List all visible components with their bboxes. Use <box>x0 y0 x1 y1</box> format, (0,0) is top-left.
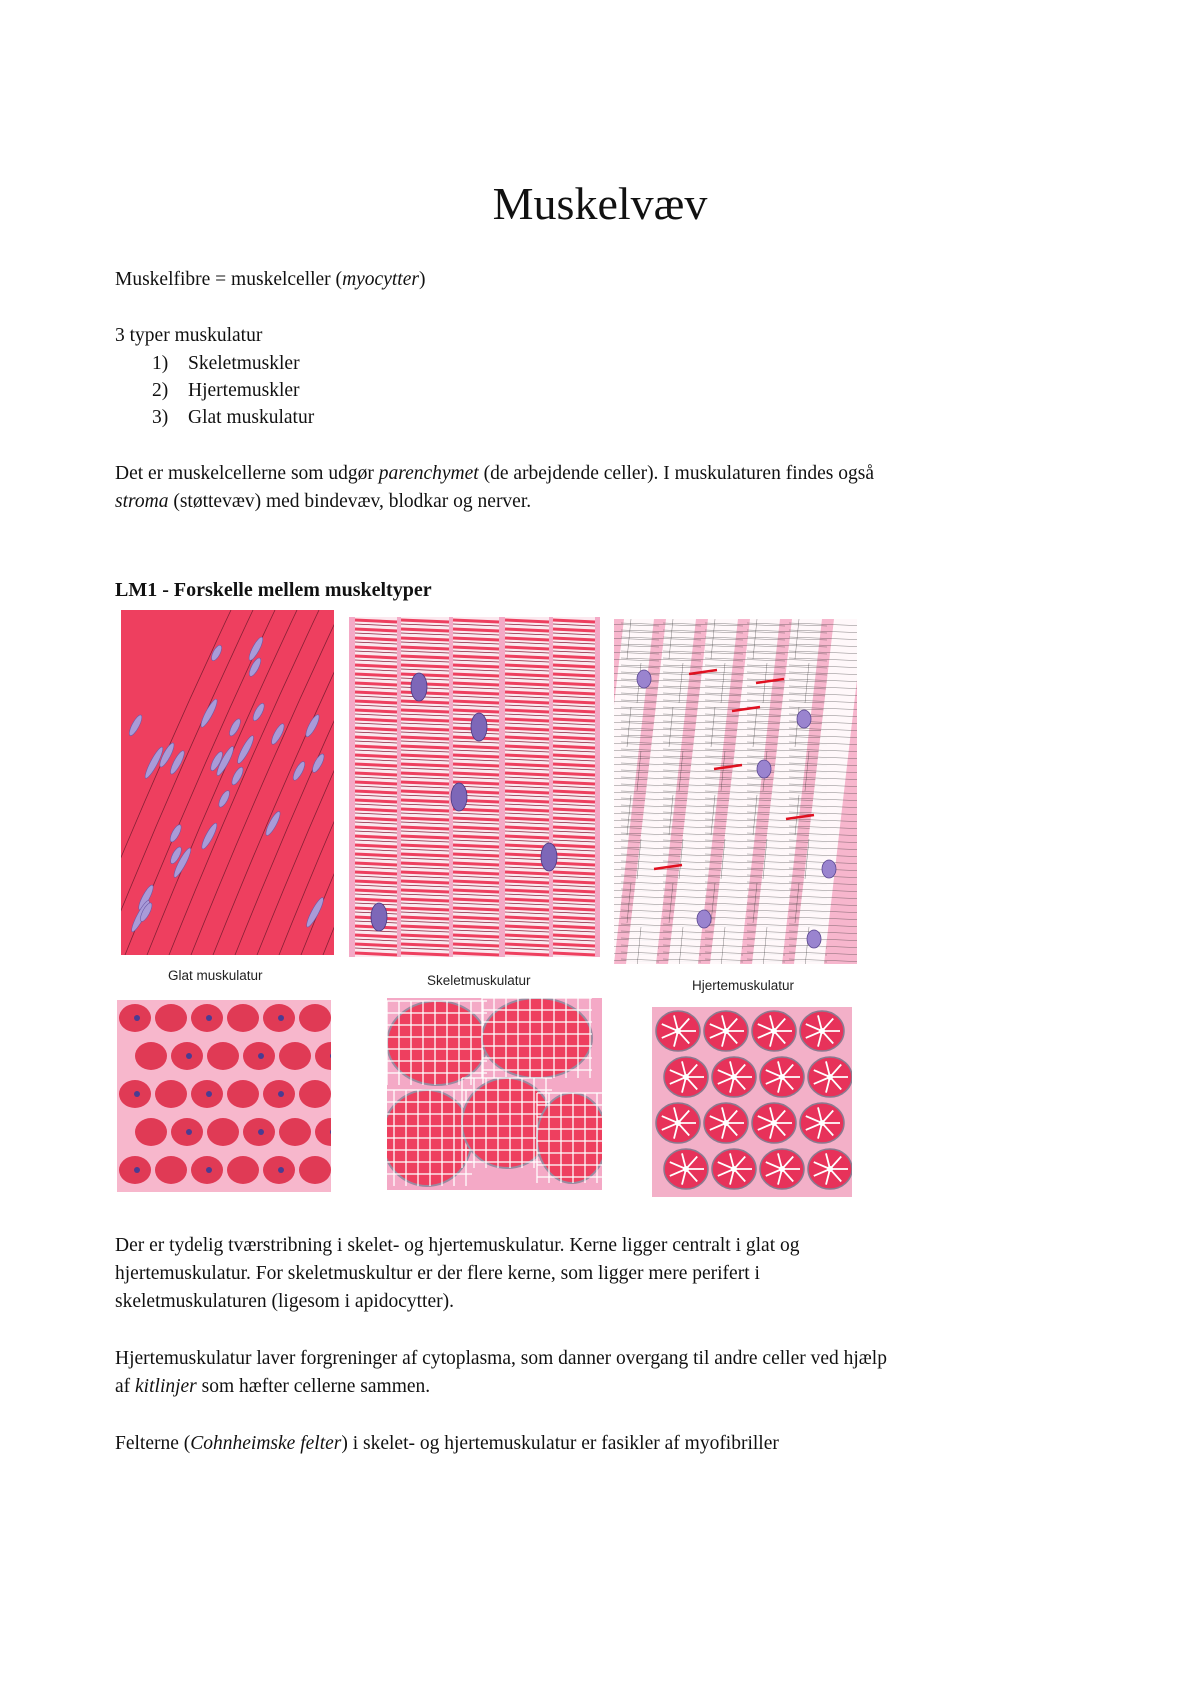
para3-line: Felterne (Cohnheimske felter) i skelet- og hjertemuskulatur er fasikler af myofibriller <box>115 1433 779 1454</box>
caption-smooth: Glat muskulatur <box>168 968 263 983</box>
list-item: 3) Glat muskulatur <box>152 407 315 428</box>
para2-line-1: Hjertemuskulatur laver forgreninger af cytoplasma, som danner overgang til andre celler ved hjælp <box>115 1348 887 1369</box>
para1-line-3: skeletmuskulaturen (ligesom i apidocytter). <box>115 1291 454 1312</box>
smooth-muscle-cross-section-image <box>117 1000 331 1192</box>
term-parenchymet: parenchymet <box>378 463 479 484</box>
section-heading: LM1 - Forskelle mellem muskeltyper <box>115 579 432 601</box>
caption-skeletal: Skeletmuskulatur <box>427 973 531 988</box>
cardiac-muscle-longitudinal-image <box>614 619 857 964</box>
term-myocytter: myocytter <box>342 269 419 290</box>
skeletal-muscle-longitudinal-image <box>349 617 600 957</box>
para1-line-2: hjertemuskulatur. For skeletmuskultur er der flere kerne, som ligger mere perifert i <box>115 1263 760 1284</box>
cardiac-muscle-cross-section-image <box>652 1007 852 1197</box>
types-heading: 3 typer muskulatur <box>115 325 263 346</box>
para2-line-2: af kitlinjer som hæfter cellerne sammen. <box>115 1376 431 1397</box>
caption-cardiac: Hjertemuskulatur <box>692 978 795 993</box>
list-item: 1) Skeletmuskler <box>152 353 300 374</box>
smooth-muscle-longitudinal-image <box>121 610 334 955</box>
intro-line: Muskelfibre = muskelceller (myocytter) <box>115 269 426 290</box>
para1-line-1: Der er tydelig tværstribning i skelet- og hjertemuskulatur. Kerne ligger centralt i glat og <box>115 1235 800 1256</box>
list-item: 2) Hjertemuskler <box>152 380 300 401</box>
term-kitlinjer: kitlinjer <box>135 1376 197 1397</box>
page-title: Muskelvæv <box>492 178 708 229</box>
parenchyme-line-1: Det er muskelcellerne som udgør parenchymet (de arbejdende celler). I muskulaturen findes også <box>115 463 874 484</box>
term-stroma: stroma <box>115 491 169 512</box>
skeletal-muscle-cross-section-image <box>387 998 602 1190</box>
parenchyme-line-2: stroma (støttevæv) med bindevæv, blodkar og nerver. <box>115 491 532 512</box>
term-cohnheimske-felter: Cohnheimske felter <box>190 1433 342 1454</box>
